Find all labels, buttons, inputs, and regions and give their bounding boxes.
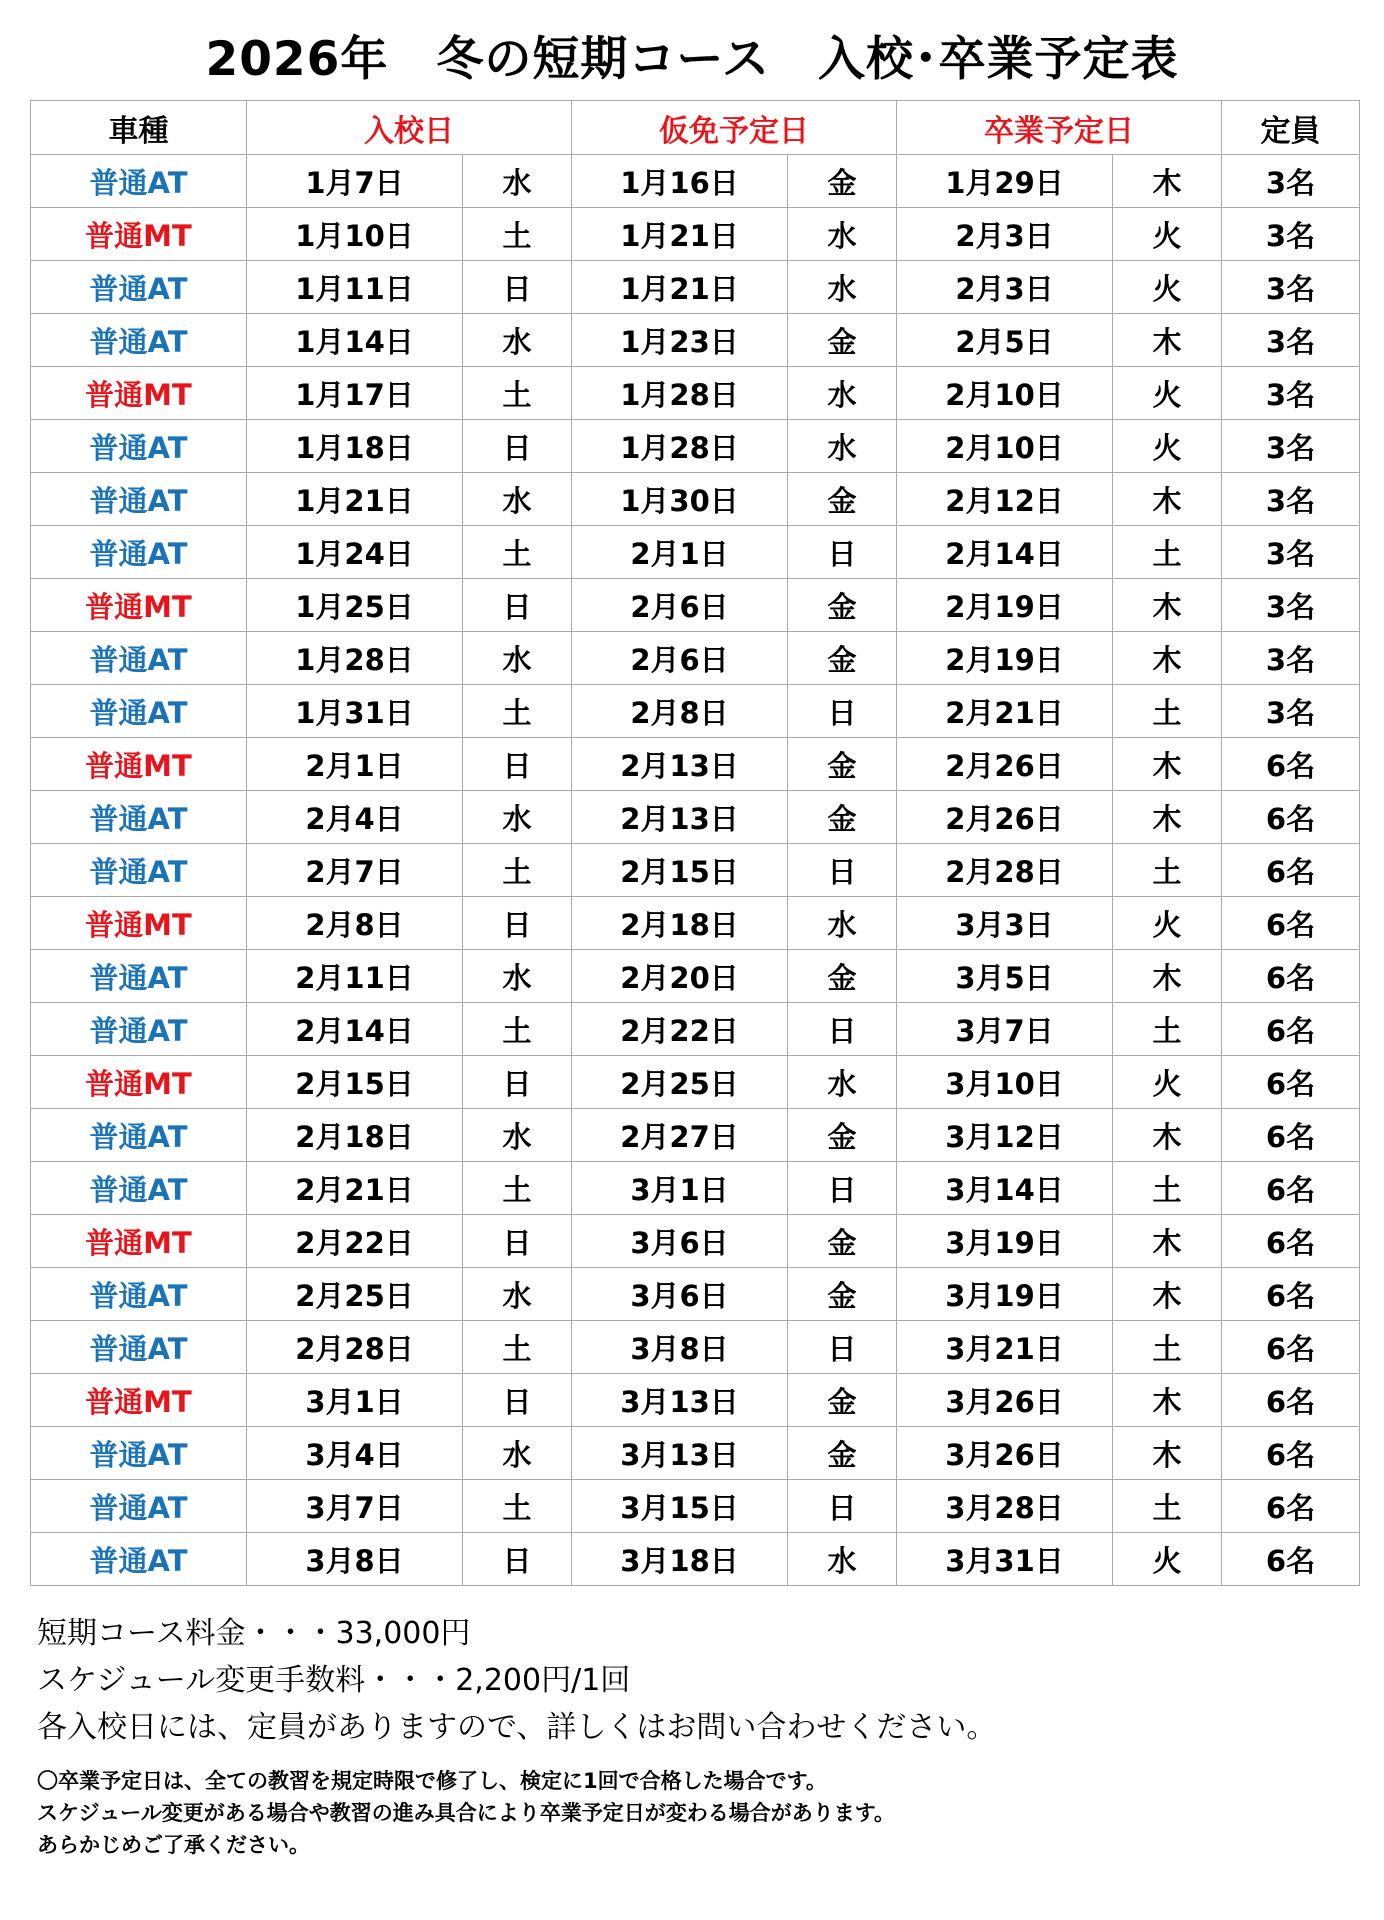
provisional-weekday: 金 [788, 1215, 897, 1268]
header-row [31, 101, 1360, 155]
graduation-date: 3月7日 [897, 1003, 1113, 1056]
capacity: 3名 [1222, 420, 1360, 473]
provisional-weekday: 金 [788, 314, 897, 367]
enroll-date: 3月1日 [247, 1374, 463, 1427]
enroll-weekday: 水 [463, 1268, 572, 1321]
provisional-date: 3月6日 [572, 1268, 788, 1321]
graduation-weekday: 木 [1113, 1427, 1222, 1480]
provisional-weekday: 日 [788, 1162, 897, 1215]
provisional-date: 3月1日 [572, 1162, 788, 1215]
car-type: 普通AT [31, 791, 247, 844]
graduation-date: 3月26日 [897, 1427, 1113, 1480]
enroll-weekday: 水 [463, 314, 572, 367]
provisional-weekday: 金 [788, 1427, 897, 1480]
graduation-weekday: 土 [1113, 844, 1222, 897]
enroll-weekday: 日 [463, 1215, 572, 1268]
car-type: 普通AT [31, 261, 247, 314]
disclaimer [37, 1765, 996, 1861]
provisional-weekday: 日 [788, 1003, 897, 1056]
provisional-weekday: 日 [788, 844, 897, 897]
car-type: 普通MT [31, 208, 247, 261]
graduation-weekday: 木 [1113, 791, 1222, 844]
graduation-weekday: 火 [1113, 367, 1222, 420]
car-type: 普通AT [31, 844, 247, 897]
graduation-date: 2月12日 [897, 473, 1113, 526]
enroll-weekday: 土 [463, 1480, 572, 1533]
graduation-weekday: 土 [1113, 685, 1222, 738]
graduation-weekday: 木 [1113, 579, 1222, 632]
enroll-date: 3月4日 [247, 1427, 463, 1480]
graduation-date: 3月10日 [897, 1056, 1113, 1109]
enroll-date: 2月14日 [247, 1003, 463, 1056]
provisional-date: 3月13日 [572, 1427, 788, 1480]
capacity: 6名 [1222, 1480, 1360, 1533]
table-row [31, 1321, 1360, 1374]
enroll-date: 1月10日 [247, 208, 463, 261]
graduation-weekday: 木 [1113, 738, 1222, 791]
car-type: 普通AT [31, 1533, 247, 1586]
provisional-date: 2月6日 [572, 579, 788, 632]
capacity: 3名 [1222, 314, 1360, 367]
capacity: 6名 [1222, 1109, 1360, 1162]
provisional-weekday: 水 [788, 897, 897, 950]
table-row [31, 685, 1360, 738]
capacity: 6名 [1222, 1003, 1360, 1056]
header-graduation: 卒業予定日 [897, 101, 1222, 155]
enroll-date: 2月7日 [247, 844, 463, 897]
car-type: 普通AT [31, 1268, 247, 1321]
provisional-weekday: 金 [788, 473, 897, 526]
graduation-date: 3月12日 [897, 1109, 1113, 1162]
graduation-date: 2月26日 [897, 738, 1113, 791]
capacity-note: 各入校日には、定員がありますので、詳しくはお問い合わせください。 [37, 1710, 997, 1745]
graduation-weekday: 火 [1113, 261, 1222, 314]
provisional-date: 2月20日 [572, 950, 788, 1003]
table-row [31, 473, 1360, 526]
capacity: 3名 [1222, 367, 1360, 420]
enroll-date: 1月31日 [247, 685, 463, 738]
enroll-weekday: 土 [463, 1321, 572, 1374]
graduation-date: 2月10日 [897, 420, 1113, 473]
capacity: 3名 [1222, 685, 1360, 738]
header-capacity: 定員 [1222, 101, 1360, 155]
enroll-date: 1月18日 [247, 420, 463, 473]
provisional-date: 2月18日 [572, 897, 788, 950]
provisional-date: 2月8日 [572, 685, 788, 738]
car-type: 普通AT [31, 950, 247, 1003]
enroll-date: 3月7日 [247, 1480, 463, 1533]
graduation-weekday: 火 [1113, 897, 1222, 950]
enroll-weekday: 土 [463, 1162, 572, 1215]
table-row [31, 1162, 1360, 1215]
table-row [31, 950, 1360, 1003]
provisional-weekday: 金 [788, 1268, 897, 1321]
provisional-weekday: 水 [788, 420, 897, 473]
enroll-date: 1月17日 [247, 367, 463, 420]
table-row [31, 844, 1360, 897]
course-fee: 短期コース料金・・・33,000円 [37, 1616, 471, 1651]
car-type: 普通AT [31, 685, 247, 738]
disclaimer-line: スケジュール変更がある場合や教習の進み具合により卒業予定日が変わる場合があります。 [37, 1801, 896, 1825]
graduation-weekday: 火 [1113, 420, 1222, 473]
table-row [31, 1268, 1360, 1321]
provisional-date: 2月27日 [572, 1109, 788, 1162]
header-type: 車種 [31, 101, 247, 155]
car-type: 普通MT [31, 1056, 247, 1109]
car-type: 普通MT [31, 1374, 247, 1427]
graduation-date: 3月5日 [897, 950, 1113, 1003]
table-row [31, 738, 1360, 791]
car-type: 普通AT [31, 1321, 247, 1374]
car-type: 普通AT [31, 1480, 247, 1533]
capacity: 3名 [1222, 473, 1360, 526]
enroll-date: 2月25日 [247, 1268, 463, 1321]
enroll-date: 2月22日 [247, 1215, 463, 1268]
graduation-weekday: 木 [1113, 632, 1222, 685]
provisional-weekday: 金 [788, 155, 897, 208]
enroll-weekday: 水 [463, 1427, 572, 1480]
car-type: 普通AT [31, 314, 247, 367]
table-row [31, 526, 1360, 579]
car-type: 普通MT [31, 579, 247, 632]
table-row [31, 367, 1360, 420]
car-type: 普通AT [31, 473, 247, 526]
provisional-weekday: 水 [788, 261, 897, 314]
table-row [31, 1109, 1360, 1162]
enroll-date: 1月21日 [247, 473, 463, 526]
header-enroll: 入校日 [247, 101, 572, 155]
table-row [31, 1056, 1360, 1109]
page-title: 2026年 冬の短期コース 入校･卒業予定表 [205, 32, 1179, 87]
graduation-weekday: 土 [1113, 1321, 1222, 1374]
enroll-date: 1月7日 [247, 155, 463, 208]
enroll-weekday: 水 [463, 155, 572, 208]
provisional-weekday: 日 [788, 1480, 897, 1533]
table-row [31, 791, 1360, 844]
capacity: 6名 [1222, 1427, 1360, 1480]
car-type: 普通MT [31, 897, 247, 950]
enroll-weekday: 水 [463, 1109, 572, 1162]
change-fee: スケジュール変更手数料・・・2,200円/1回 [37, 1663, 631, 1698]
table-row [31, 1003, 1360, 1056]
provisional-weekday: 水 [788, 1056, 897, 1109]
enroll-date: 2月21日 [247, 1162, 463, 1215]
enroll-date: 1月28日 [247, 632, 463, 685]
enroll-weekday: 水 [463, 473, 572, 526]
capacity: 6名 [1222, 791, 1360, 844]
enroll-date: 1月14日 [247, 314, 463, 367]
enroll-date: 2月28日 [247, 1321, 463, 1374]
graduation-weekday: 土 [1113, 1162, 1222, 1215]
table-row [31, 420, 1360, 473]
enroll-weekday: 水 [463, 791, 572, 844]
provisional-weekday: 日 [788, 526, 897, 579]
car-type: 普通AT [31, 1162, 247, 1215]
graduation-date: 3月21日 [897, 1321, 1113, 1374]
provisional-date: 2月25日 [572, 1056, 788, 1109]
provisional-date: 2月1日 [572, 526, 788, 579]
graduation-date: 2月19日 [897, 579, 1113, 632]
provisional-date: 3月8日 [572, 1321, 788, 1374]
graduation-date: 2月5日 [897, 314, 1113, 367]
enroll-date: 2月4日 [247, 791, 463, 844]
enroll-weekday: 日 [463, 579, 572, 632]
table-row [31, 1480, 1360, 1533]
provisional-weekday: 金 [788, 632, 897, 685]
provisional-date: 1月21日 [572, 208, 788, 261]
capacity: 3名 [1222, 208, 1360, 261]
enroll-weekday: 日 [463, 897, 572, 950]
car-type: 普通AT [31, 420, 247, 473]
provisional-date: 1月23日 [572, 314, 788, 367]
provisional-date: 2月13日 [572, 738, 788, 791]
provisional-date: 1月28日 [572, 367, 788, 420]
graduation-weekday: 土 [1113, 1480, 1222, 1533]
car-type: 普通MT [31, 367, 247, 420]
provisional-date: 3月6日 [572, 1215, 788, 1268]
header-provisional: 仮免予定日 [572, 101, 897, 155]
graduation-date: 2月3日 [897, 261, 1113, 314]
disclaimer-line: あらかじめご了承ください。 [37, 1833, 310, 1857]
capacity: 6名 [1222, 1162, 1360, 1215]
capacity: 6名 [1222, 897, 1360, 950]
table-row [31, 1215, 1360, 1268]
capacity: 6名 [1222, 738, 1360, 791]
enroll-date: 1月25日 [247, 579, 463, 632]
car-type: 普通AT [31, 1003, 247, 1056]
enroll-date: 1月11日 [247, 261, 463, 314]
provisional-weekday: 金 [788, 1374, 897, 1427]
graduation-date: 3月26日 [897, 1374, 1113, 1427]
graduation-weekday: 木 [1113, 155, 1222, 208]
disclaimer-line: 〇卒業予定日は、全ての教習を規定時限で修了し、検定に1回で合格した場合です。 [37, 1769, 827, 1793]
graduation-date: 2月28日 [897, 844, 1113, 897]
capacity: 6名 [1222, 1374, 1360, 1427]
provisional-date: 3月15日 [572, 1480, 788, 1533]
graduation-date: 2月14日 [897, 526, 1113, 579]
schedule-table [30, 100, 1360, 1586]
provisional-date: 2月13日 [572, 791, 788, 844]
graduation-weekday: 土 [1113, 1003, 1222, 1056]
capacity: 6名 [1222, 1056, 1360, 1109]
provisional-weekday: 水 [788, 1533, 897, 1586]
graduation-weekday: 木 [1113, 1374, 1222, 1427]
graduation-weekday: 土 [1113, 526, 1222, 579]
table-row [31, 208, 1360, 261]
notes [37, 1610, 996, 1861]
table-row [31, 261, 1360, 314]
car-type: 普通MT [31, 1215, 247, 1268]
capacity: 6名 [1222, 1533, 1360, 1586]
enroll-weekday: 日 [463, 1533, 572, 1586]
provisional-weekday: 金 [788, 738, 897, 791]
enroll-weekday: 日 [463, 1056, 572, 1109]
table-row [31, 1427, 1360, 1480]
capacity: 3名 [1222, 526, 1360, 579]
capacity: 3名 [1222, 632, 1360, 685]
graduation-date: 2月19日 [897, 632, 1113, 685]
car-type: 普通AT [31, 1109, 247, 1162]
car-type: 普通AT [31, 155, 247, 208]
table-row [31, 155, 1360, 208]
enroll-weekday: 水 [463, 950, 572, 1003]
enroll-date: 2月18日 [247, 1109, 463, 1162]
graduation-date: 1月29日 [897, 155, 1113, 208]
car-type: 普通MT [31, 738, 247, 791]
provisional-weekday: 金 [788, 579, 897, 632]
table-row [31, 1533, 1360, 1586]
provisional-date: 2月6日 [572, 632, 788, 685]
enroll-weekday: 土 [463, 1003, 572, 1056]
enroll-weekday: 日 [463, 261, 572, 314]
graduation-date: 2月10日 [897, 367, 1113, 420]
provisional-weekday: 日 [788, 685, 897, 738]
graduation-date: 2月21日 [897, 685, 1113, 738]
provisional-date: 3月13日 [572, 1374, 788, 1427]
enroll-date: 3月8日 [247, 1533, 463, 1586]
provisional-date: 1月21日 [572, 261, 788, 314]
graduation-date: 3月28日 [897, 1480, 1113, 1533]
capacity: 3名 [1222, 155, 1360, 208]
capacity: 3名 [1222, 579, 1360, 632]
enroll-date: 1月24日 [247, 526, 463, 579]
provisional-date: 3月18日 [572, 1533, 788, 1586]
enroll-date: 2月1日 [247, 738, 463, 791]
enroll-weekday: 土 [463, 208, 572, 261]
graduation-weekday: 木 [1113, 1109, 1222, 1162]
capacity: 3名 [1222, 261, 1360, 314]
graduation-weekday: 火 [1113, 208, 1222, 261]
enroll-date: 2月8日 [247, 897, 463, 950]
provisional-weekday: 水 [788, 208, 897, 261]
graduation-date: 3月3日 [897, 897, 1113, 950]
graduation-weekday: 木 [1113, 314, 1222, 367]
graduation-date: 2月3日 [897, 208, 1113, 261]
table-row [31, 1374, 1360, 1427]
graduation-weekday: 木 [1113, 950, 1222, 1003]
provisional-date: 1月16日 [572, 155, 788, 208]
car-type: 普通AT [31, 526, 247, 579]
capacity: 6名 [1222, 950, 1360, 1003]
provisional-date: 1月28日 [572, 420, 788, 473]
provisional-weekday: 金 [788, 791, 897, 844]
table-row [31, 632, 1360, 685]
graduation-weekday: 木 [1113, 1268, 1222, 1321]
enroll-weekday: 水 [463, 632, 572, 685]
graduation-date: 3月19日 [897, 1215, 1113, 1268]
capacity: 6名 [1222, 1321, 1360, 1374]
enroll-weekday: 日 [463, 738, 572, 791]
graduation-date: 2月26日 [897, 791, 1113, 844]
table-row [31, 579, 1360, 632]
provisional-date: 2月22日 [572, 1003, 788, 1056]
provisional-weekday: 日 [788, 1321, 897, 1374]
enroll-weekday: 土 [463, 685, 572, 738]
provisional-weekday: 金 [788, 950, 897, 1003]
enroll-date: 2月11日 [247, 950, 463, 1003]
car-type: 普通AT [31, 632, 247, 685]
capacity: 6名 [1222, 1215, 1360, 1268]
graduation-date: 3月14日 [897, 1162, 1113, 1215]
enroll-weekday: 日 [463, 1374, 572, 1427]
provisional-date: 1月30日 [572, 473, 788, 526]
provisional-date: 2月15日 [572, 844, 788, 897]
schedule-rows [31, 155, 1360, 1586]
graduation-weekday: 木 [1113, 1215, 1222, 1268]
provisional-weekday: 金 [788, 1109, 897, 1162]
table-row [31, 897, 1360, 950]
enroll-weekday: 土 [463, 844, 572, 897]
graduation-weekday: 木 [1113, 473, 1222, 526]
car-type: 普通AT [31, 1427, 247, 1480]
provisional-weekday: 水 [788, 367, 897, 420]
graduation-date: 3月31日 [897, 1533, 1113, 1586]
table-row [31, 314, 1360, 367]
capacity: 6名 [1222, 1268, 1360, 1321]
enroll-weekday: 土 [463, 367, 572, 420]
capacity: 6名 [1222, 844, 1360, 897]
enroll-date: 2月15日 [247, 1056, 463, 1109]
enroll-weekday: 日 [463, 420, 572, 473]
graduation-date: 3月19日 [897, 1268, 1113, 1321]
graduation-weekday: 火 [1113, 1533, 1222, 1586]
enroll-weekday: 土 [463, 526, 572, 579]
graduation-weekday: 火 [1113, 1056, 1222, 1109]
